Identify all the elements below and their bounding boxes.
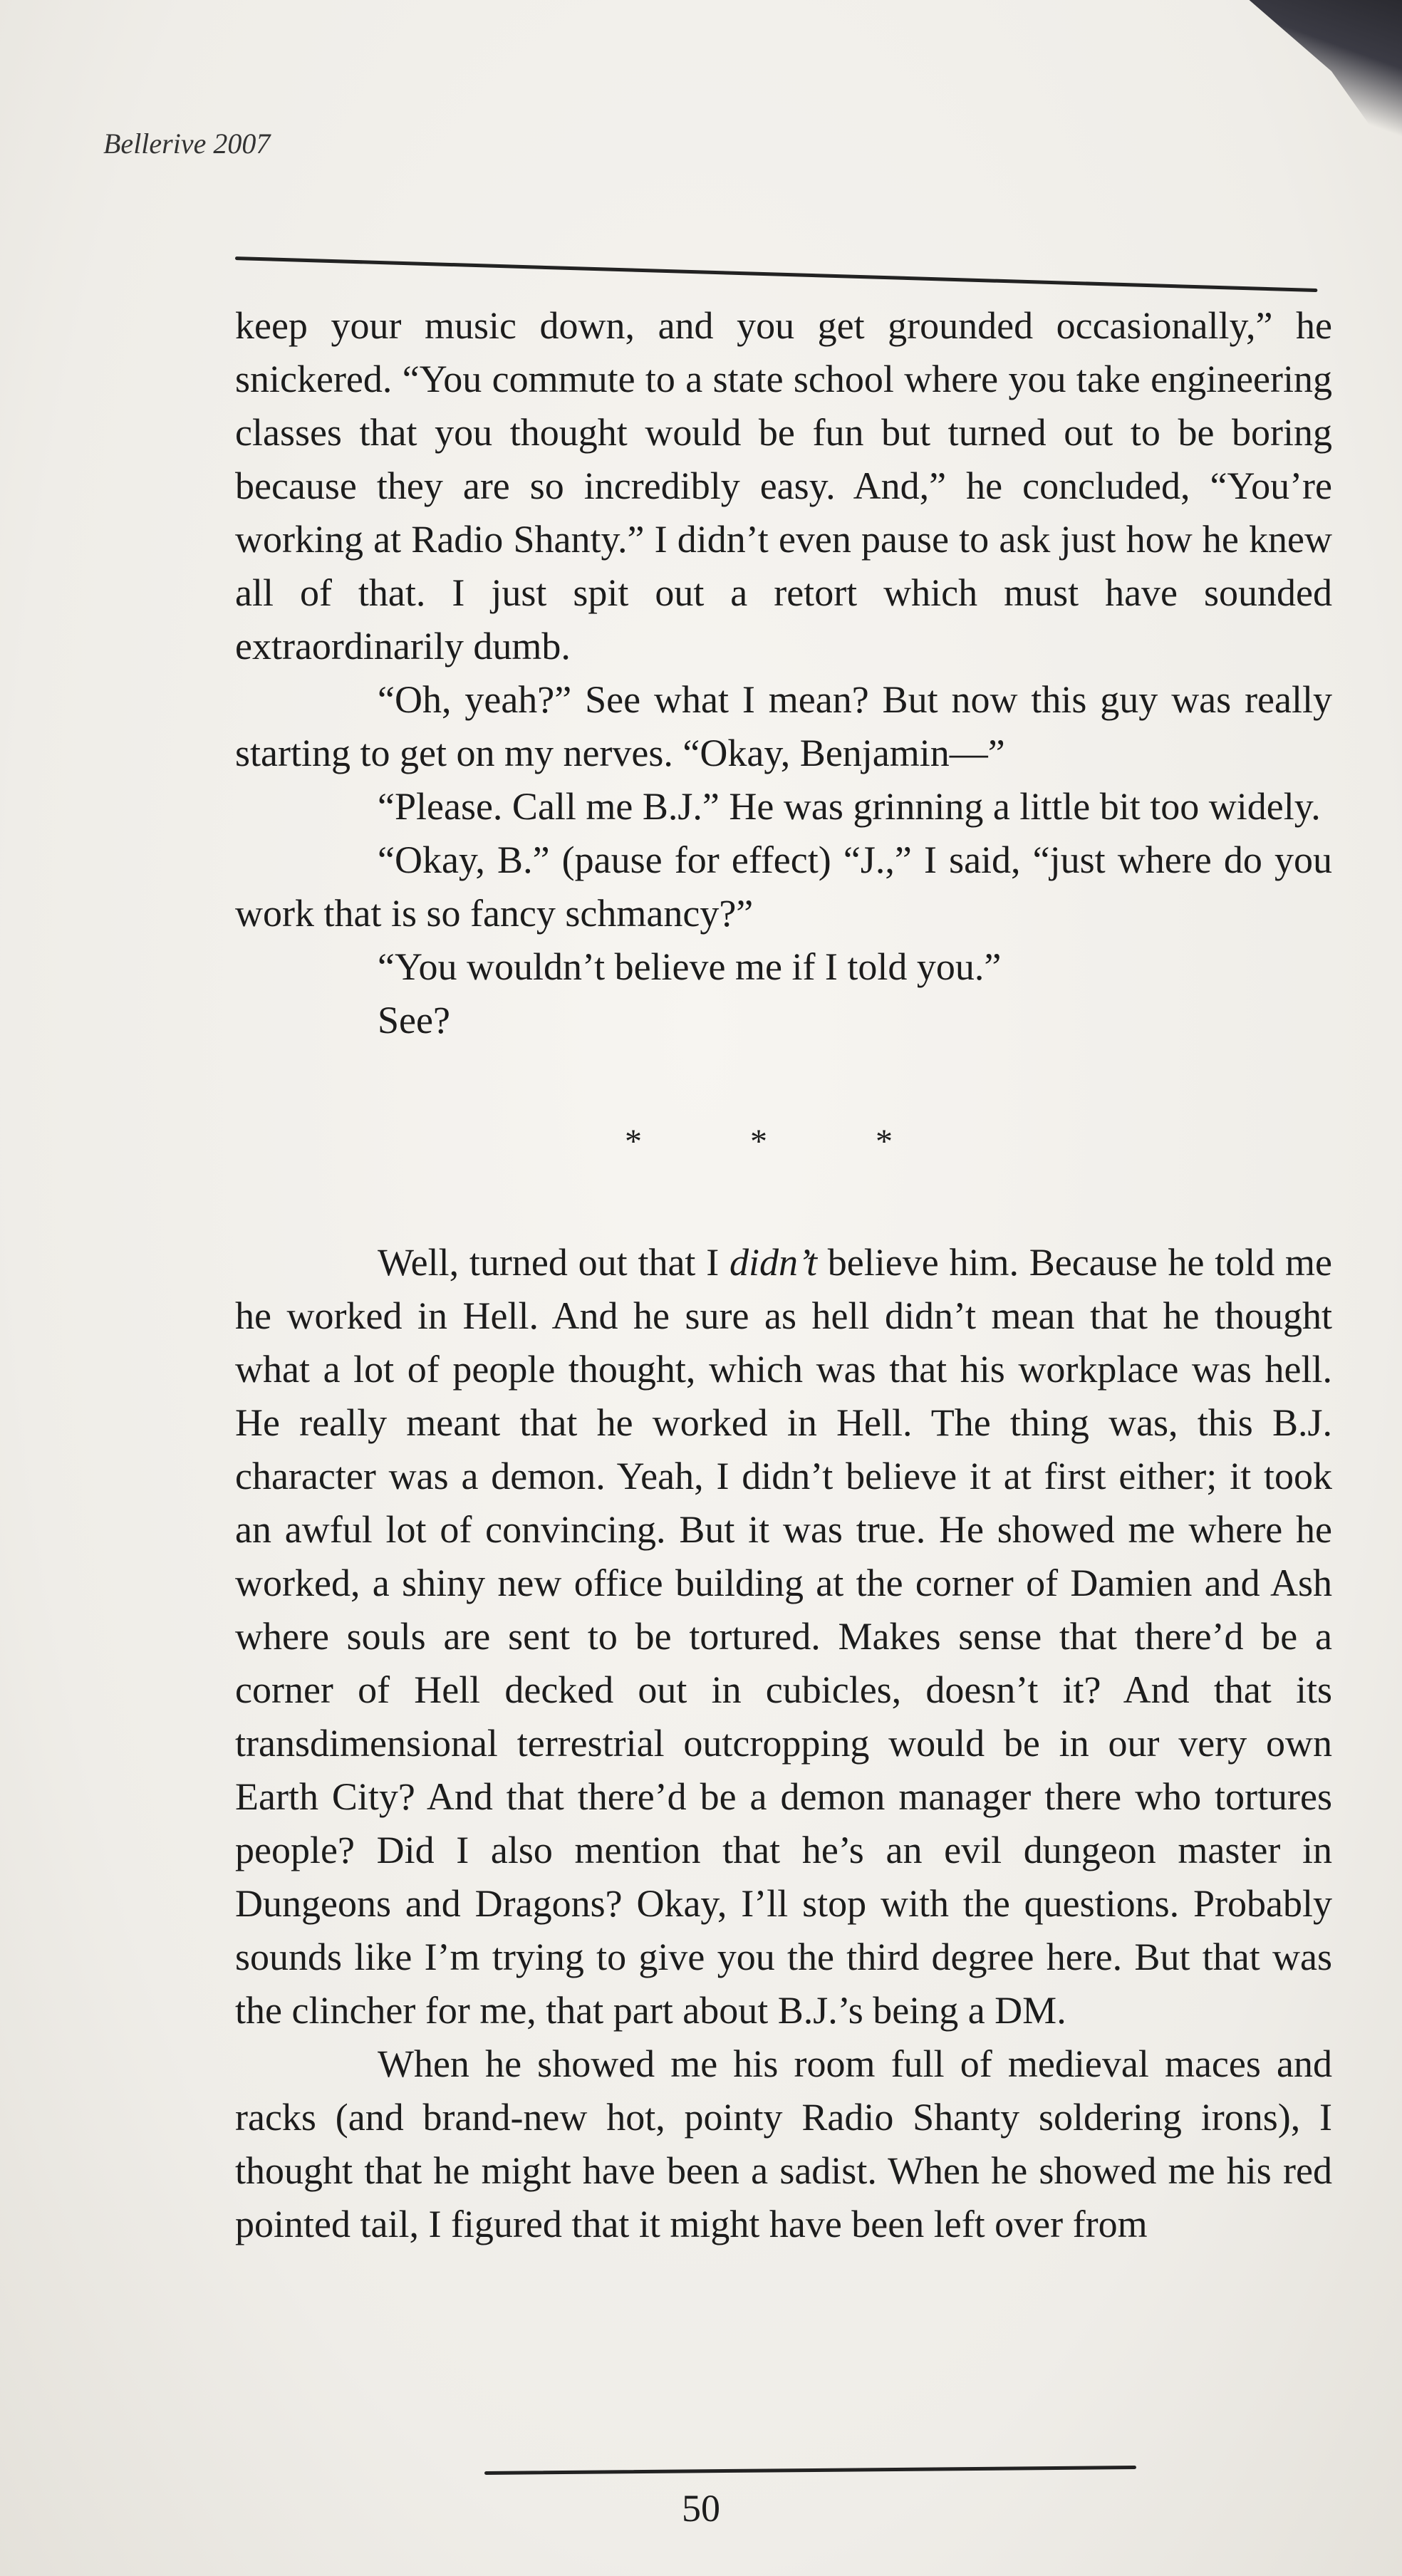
paragraph-well-after: believe him. Because he told me he worked in Hell. And he sure as hell didn’t mean that he thought what a lot of people thought, which was that his workplace was hell. He really meant that he worked in Hell. The thing was, this B.J. character was a demon. Yeah, I didn’t believe it at first either; it took an awful lot of convincing. But it was true. He showed me where he worked, a shiny new office building at the corner of Damien and Ash where souls are sent to be tortured. Makes sense that there’d be a corner of Hell decked out in cubicles, doesn’t it? And that its transdimensional terrestrial outcropping would be in our very own Earth City? And that there’d be a demon manager there who tortures people? Did I also mention that he’s an evil dungeon master in Dungeons and Dragons? Okay, I’ll stop with the questions. Probably sounds like I’m trying to give you the third degree here. But that was the clincher for me, that part about B.J.’s being a DM. bbox=[235, 1241, 1333, 2032]
scene-break: * * * bbox=[625, 1123, 943, 1160]
top-rule bbox=[235, 256, 1317, 292]
italic-didnt: didn’t bbox=[729, 1241, 817, 1284]
running-head: Bellerive 2007 bbox=[103, 128, 271, 160]
paragraph-when-he-showed: When he showed me his room full of medieval maces and racks (and brand-new hot, pointy Radio Shanty soldering irons), I thought that he might have been a sadist. When he showed me his red pointed tail, I figured that it might have been left over from bbox=[235, 2042, 1332, 2245]
body-text bbox=[235, 299, 1332, 2251]
page-number: 50 bbox=[682, 2487, 720, 2530]
paragraph-continued: keep your music down, and you get grounded occasionally,” he snickered. “You commute to a state school where you take engineering classes that you thought would be fun but turned out to be boring because they are so incredibly easy. And,” he concluded, “You’re working at Radio Shanty.” I didn’t even pause to ask just how he knew all of that. I just spit out a retort which must have sounded extraordinarily dumb. bbox=[235, 304, 1332, 668]
bottom-rule bbox=[484, 2466, 1136, 2475]
paragraph-okay-b: “Okay, B.” (pause for effect) “J.,” I said, “just where do you work that is so fancy schmancy?” bbox=[235, 838, 1332, 935]
dialog-line-see: See? bbox=[378, 999, 450, 1042]
paragraph-call-me-bj: “Please. Call me B.J.” He was grinning a little bit too widely. bbox=[378, 785, 1321, 828]
dialog-line-believe: “You wouldn’t believe me if I told you.” bbox=[378, 945, 1002, 988]
paragraph-well-turned-out bbox=[235, 1236, 1332, 2037]
paragraph-oh-yeah: “Oh, yeah?” See what I mean? But now this guy was really starting to get on my nerves. “Okay, Benjamin—” bbox=[235, 678, 1332, 774]
page-corner-shadow bbox=[1167, 0, 1402, 142]
paragraph-well-before: Well, turned out that I bbox=[378, 1241, 729, 1284]
